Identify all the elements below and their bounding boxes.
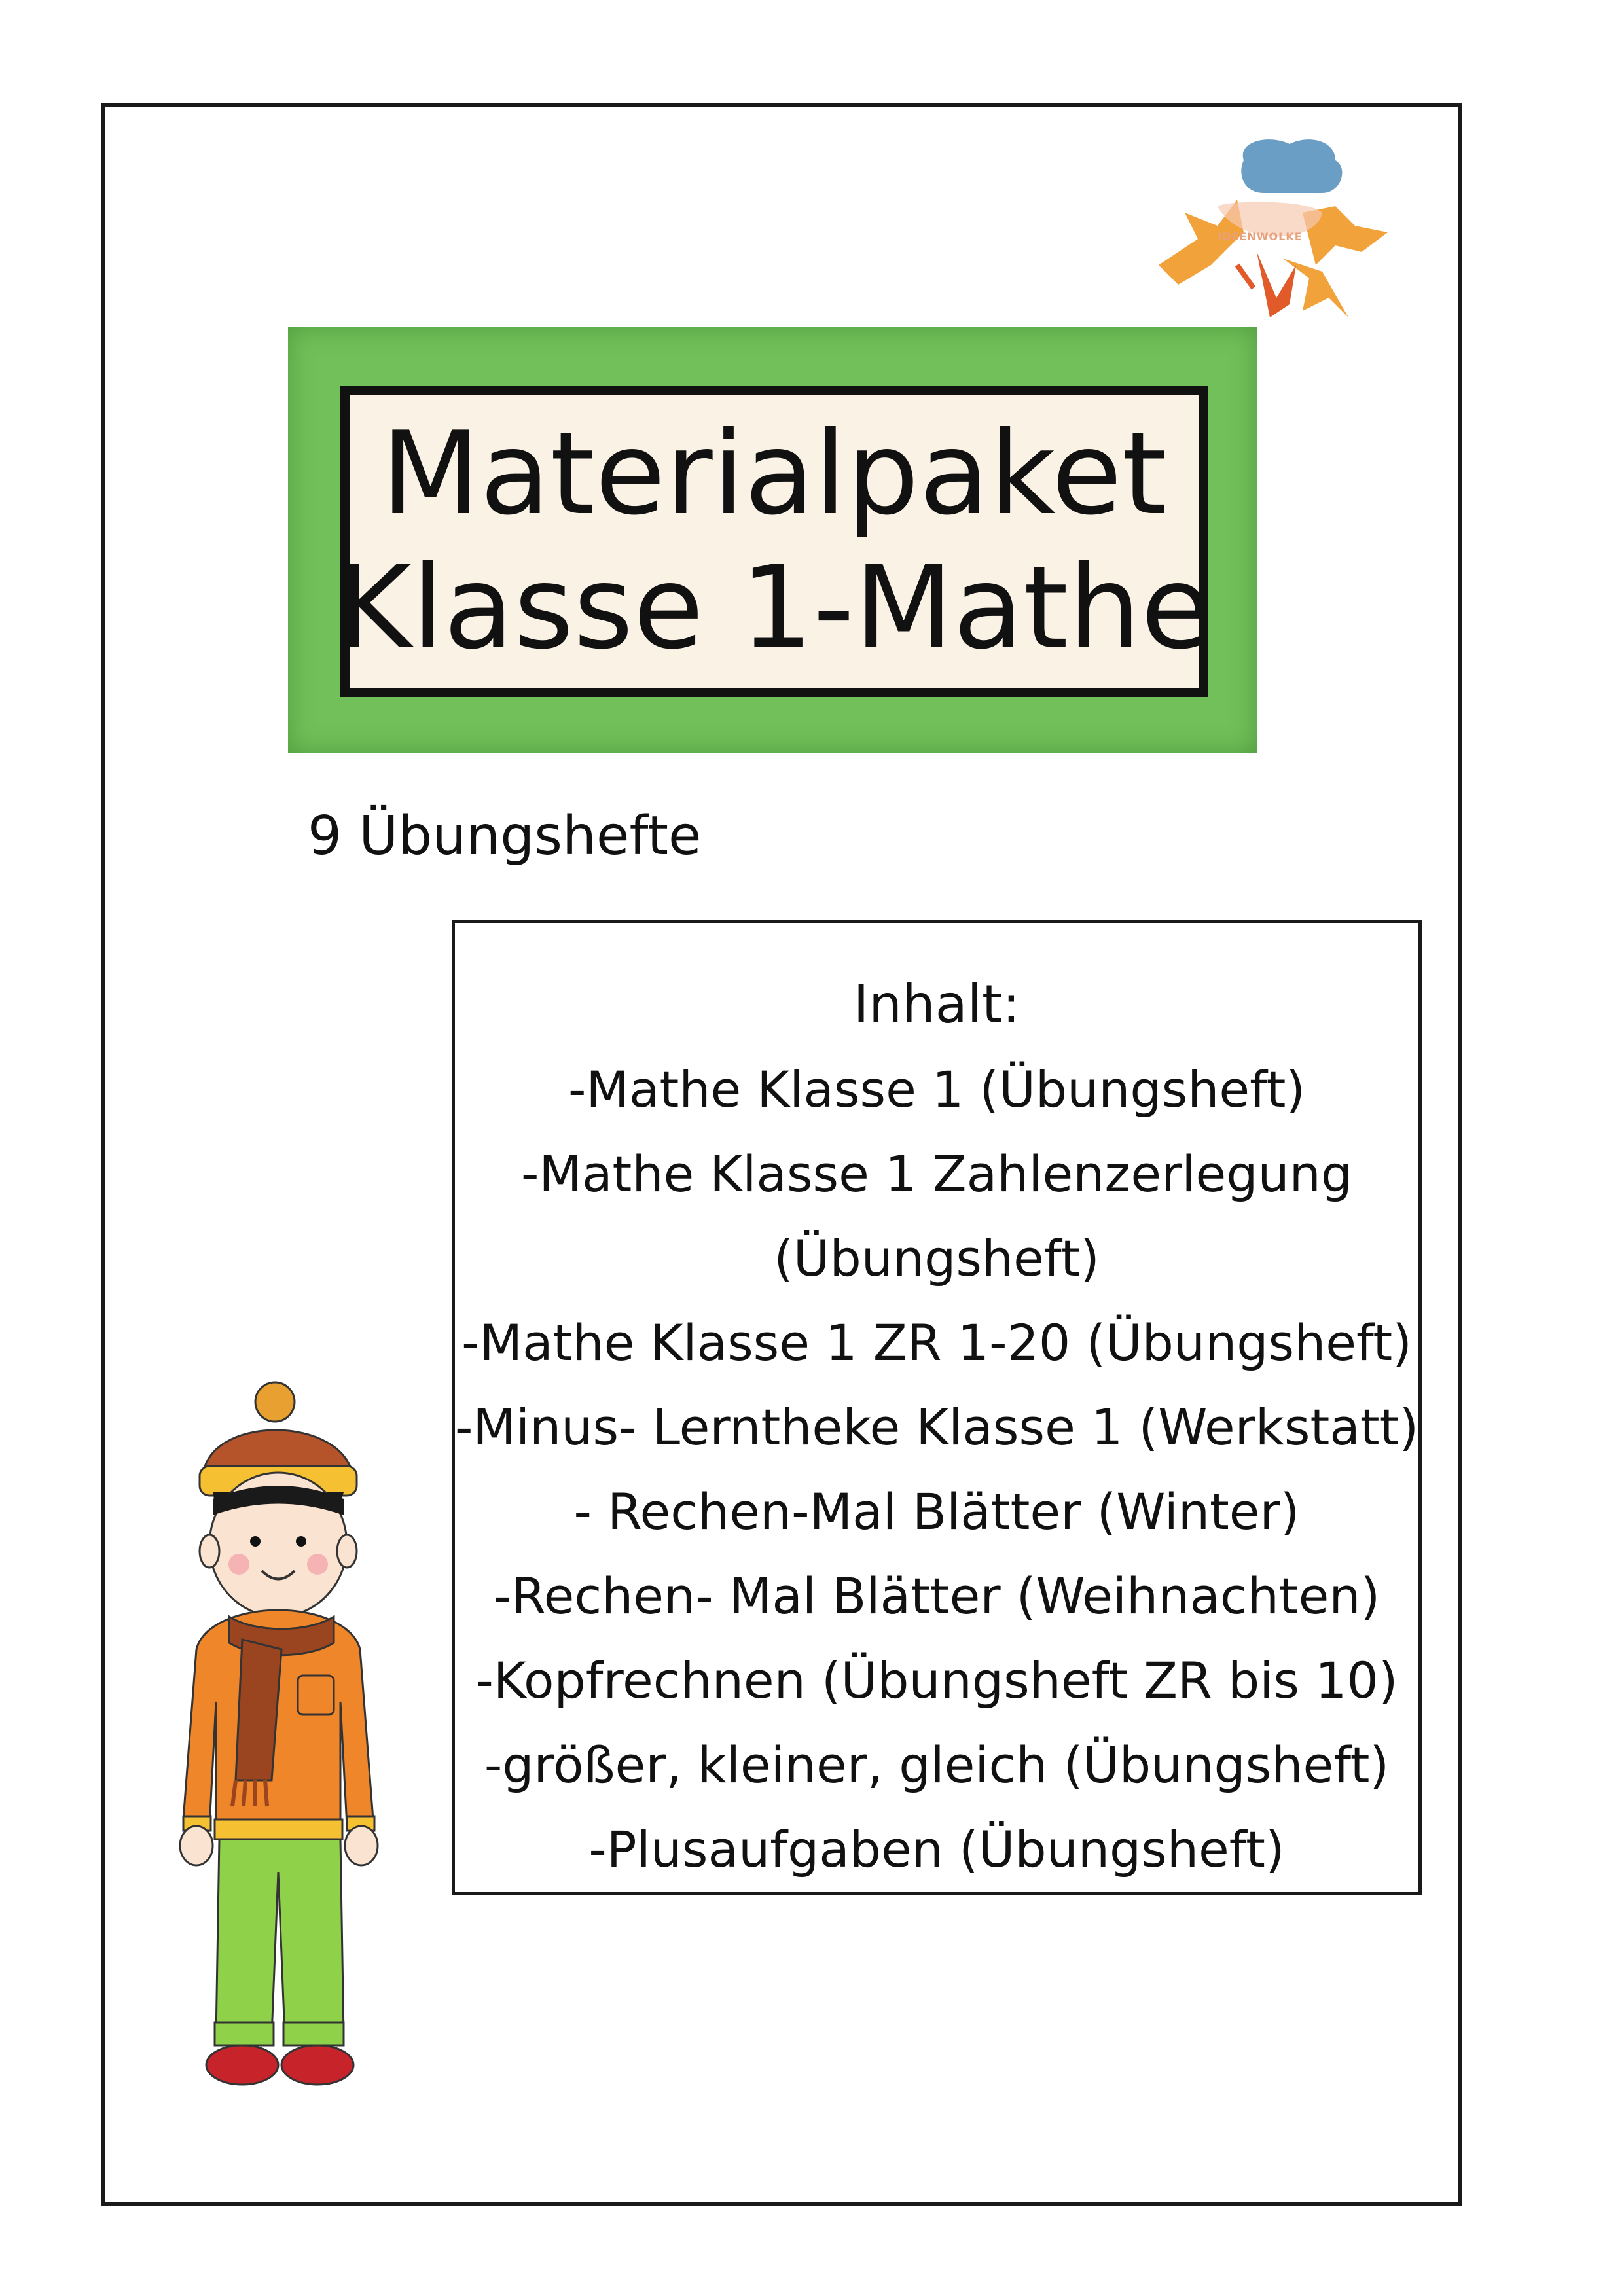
content-item: - Rechen-Mal Blätter (Winter) [573, 1482, 1300, 1541]
subtitle: 9 Übungshefte [308, 805, 702, 867]
title-line-1: Materialpaket [381, 407, 1167, 541]
content-item: -Kopfrechnen (Übungsheft ZR bis 10) [475, 1651, 1398, 1710]
title-frame [288, 327, 1257, 753]
content-item: -Rechen- Mal Blätter (Weihnachten) [493, 1567, 1380, 1625]
content-item: -Mathe Klasse 1 (Übungsheft) [568, 1060, 1306, 1119]
contents-heading: Inhalt: [853, 974, 1020, 1035]
contents-box [452, 920, 1422, 1895]
logo-text: IDEENWOLKE [1218, 230, 1303, 243]
boy-illustration [157, 1374, 419, 2108]
title-line-2: Klasse 1-Mathe [336, 541, 1212, 675]
content-item: -Plusaufgaben (Übungsheft) [588, 1820, 1285, 1878]
content-item: -größer, kleiner, gleich (Übungsheft) [484, 1736, 1390, 1794]
content-item: -Mathe Klasse 1 ZR 1-20 (Übungsheft) [461, 1314, 1412, 1372]
content-item: -Mathe Klasse 1 Zahlenzerlegung (Übungsheft) [520, 1145, 1353, 1287]
title-panel [336, 386, 1212, 697]
content-item: -Minus- Lerntheke Klasse 1 (Werkstatt) [455, 1398, 1419, 1456]
